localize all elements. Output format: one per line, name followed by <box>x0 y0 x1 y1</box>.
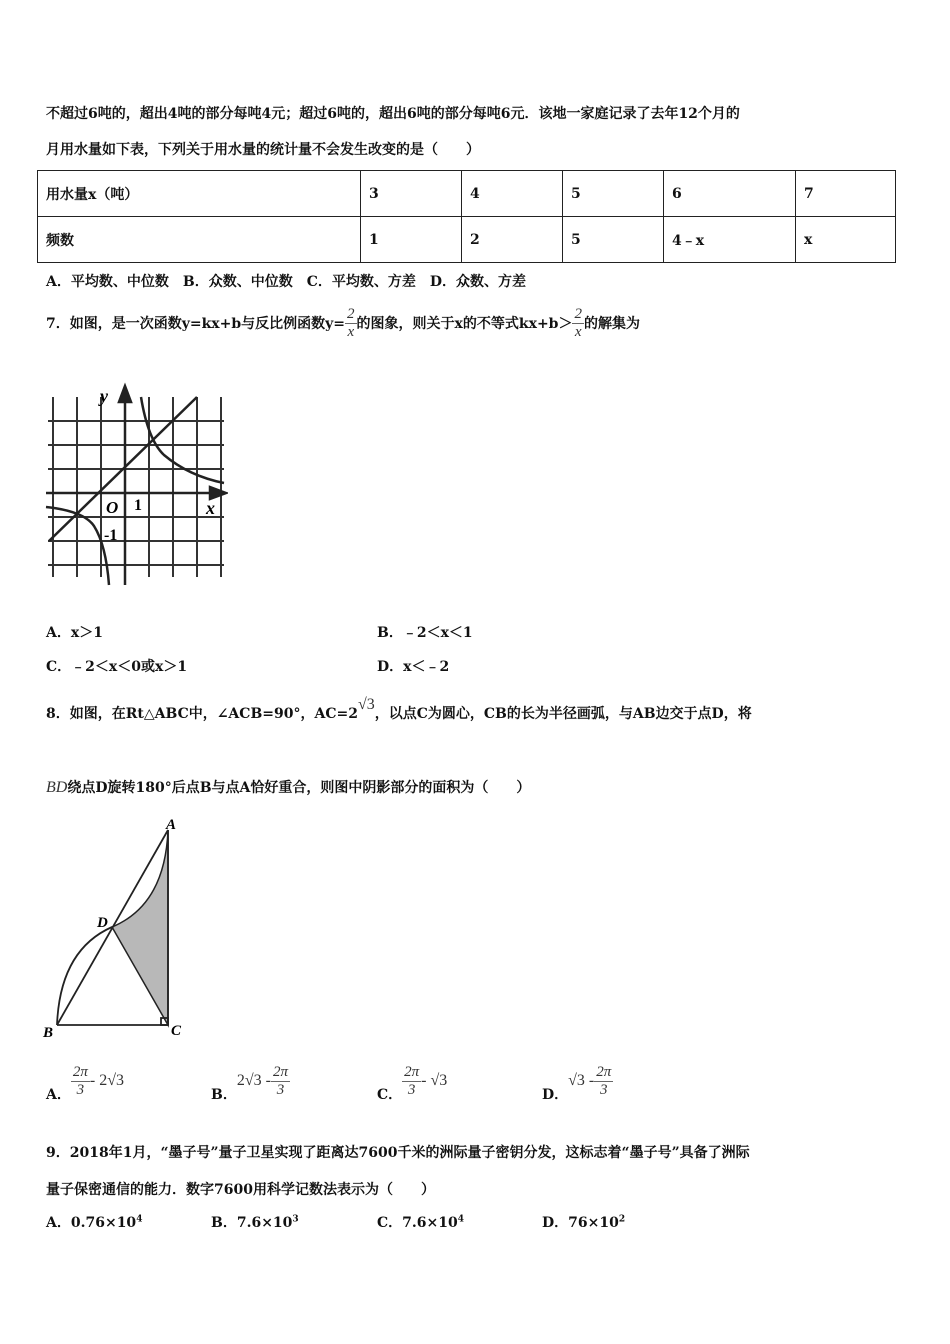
frac-den: 3 <box>407 1081 416 1098</box>
q6-text-line2: 月用水量如下表，下列关于用水量的统计量不会发生改变的是（ ） <box>46 142 480 158</box>
tick-label-1: 1 <box>134 497 142 514</box>
q8-option-d <box>542 1058 613 1104</box>
sqrt3: √3 <box>357 696 375 713</box>
point-c-label: C <box>171 1023 182 1039</box>
frac-den: 3 <box>76 1081 85 1098</box>
frac-den: 3 <box>276 1081 285 1098</box>
option-expr: - 2√3 <box>89 1072 124 1089</box>
q9-text-line2: 量子保密通信的能力．数字7600用科学记数法表示为（ ） <box>46 1182 435 1198</box>
y-axis-label: y <box>100 386 108 406</box>
table-cell: 5 <box>563 217 664 263</box>
q8-text-a: 8．如图，在Rt△ABC中，∠ACB=90°，AC=2 <box>46 706 358 722</box>
frac-num: 2π <box>404 1064 420 1080</box>
table-cell: 5 <box>563 171 664 217</box>
frac-num: 2π <box>596 1064 612 1080</box>
option-base: C．7.6×10 <box>377 1215 458 1231</box>
q7-text-b: 的图象，则关于x的不等式kx+b＞ <box>356 316 573 332</box>
table-row <box>38 171 896 217</box>
option-base: D．76×10 <box>542 1215 619 1231</box>
q8-option-a <box>46 1058 124 1104</box>
axes <box>46 386 226 585</box>
table-cell: 4 <box>462 171 563 217</box>
q8-text-line2 <box>46 777 530 797</box>
q7-text-a: 7．如图，是一次函数y=kx+b与反比例函数y= <box>46 316 346 332</box>
fraction-2-over-x <box>572 306 584 340</box>
point-b-label: B <box>43 1025 54 1041</box>
point-a-label: A <box>166 817 177 833</box>
q7-option-d: D．x＜﹣2 <box>377 659 450 675</box>
option-exp: 4 <box>457 1214 464 1225</box>
table-cell: 2 <box>462 217 563 263</box>
option-base: A．0.76×10 <box>46 1215 137 1231</box>
table-cell: 1 <box>361 217 462 263</box>
option-label: A． <box>46 1087 71 1103</box>
q9-text-line1: 9．2018年1月，“墨子号”量子卫星实现了距离达7600千米的洲际量子密钥分发，这标志着“墨子号”具备了洲际 <box>46 1145 750 1161</box>
fraction-2pi-over-3 <box>402 1064 421 1098</box>
table-cell: 7 <box>796 171 896 217</box>
table-cell: 频数 <box>38 217 361 263</box>
origin-label: O <box>106 498 119 517</box>
q8-text-b: ，以点C为圆心，CB的长为半径画弧，与AB边交于点D，将 <box>374 706 752 722</box>
option-exp: 2 <box>618 1214 626 1225</box>
fraction-2pi-over-3 <box>71 1064 90 1098</box>
q6-text-line1: 不超过6吨的，超出4吨的部分每吨4元；超过6吨的，超出6吨的部分每吨6元．该地一家庭记录了去年12个月的 <box>46 106 740 122</box>
option-label: C． <box>377 1087 403 1103</box>
table-cell: 6 <box>664 171 796 217</box>
table-row <box>38 217 896 263</box>
arc-bd: BD <box>46 779 68 796</box>
fraction-2pi-over-3 <box>594 1064 613 1098</box>
option-label: B． <box>211 1087 237 1103</box>
q9-option-c <box>377 1212 464 1232</box>
q7-option-a: A．x＞1 <box>46 625 103 641</box>
table-cell: 4﹣x <box>664 217 796 263</box>
tick-label-neg1: -1 <box>104 527 118 544</box>
q9-option-b <box>211 1212 299 1232</box>
fraction-2-over-x <box>345 306 357 340</box>
q9-option-d <box>542 1212 625 1232</box>
frac-den: 3 <box>600 1081 608 1098</box>
option-expr: √3 - <box>568 1072 595 1089</box>
frac-den: x <box>574 323 582 340</box>
grid <box>48 397 224 577</box>
frac-den: x <box>347 323 355 340</box>
q7-text-c: 的解集为 <box>583 316 640 332</box>
q7-function-graph <box>44 380 228 592</box>
option-exp: 4 <box>136 1214 143 1225</box>
water-usage-table <box>37 170 896 263</box>
option-base: B．7.6×10 <box>211 1215 293 1231</box>
table-cell: 用水量x（吨） <box>38 171 361 217</box>
q8-text-c: 绕点D旋转180°后点B与点A恰好重合，则图中阴影部分的面积为（ ） <box>67 780 531 796</box>
q6-options: A．平均数、中位数 B．众数、中位数 C．平均数、方差 D．众数、方差 <box>46 274 526 290</box>
point-d-label: D <box>97 915 108 931</box>
x-axis-label: x <box>206 498 215 518</box>
frac-num: 2π <box>272 1064 288 1080</box>
option-expr: 2√3 - <box>236 1072 271 1089</box>
shaded-region <box>112 830 168 1025</box>
frac-num: 2 <box>574 306 582 322</box>
q8-text-line1 <box>46 696 752 723</box>
option-expr: - √3 <box>421 1072 448 1089</box>
q7-option-b: B．﹣2＜x＜1 <box>377 625 473 641</box>
q8-option-b <box>211 1058 290 1104</box>
table-cell: x <box>796 217 896 263</box>
table-cell: 3 <box>361 171 462 217</box>
q7-option-c: C．﹣2＜x＜0或x＞1 <box>46 659 188 675</box>
frac-num: 2π <box>72 1064 88 1080</box>
fraction-2pi-over-3 <box>271 1064 290 1098</box>
q8-option-c <box>377 1058 447 1104</box>
option-label: D． <box>542 1087 569 1103</box>
frac-num: 2 <box>347 306 355 322</box>
q9-option-a <box>46 1212 142 1232</box>
q8-triangle-figure <box>40 815 200 1045</box>
option-exp: 3 <box>292 1214 299 1225</box>
q7-text <box>46 306 640 340</box>
